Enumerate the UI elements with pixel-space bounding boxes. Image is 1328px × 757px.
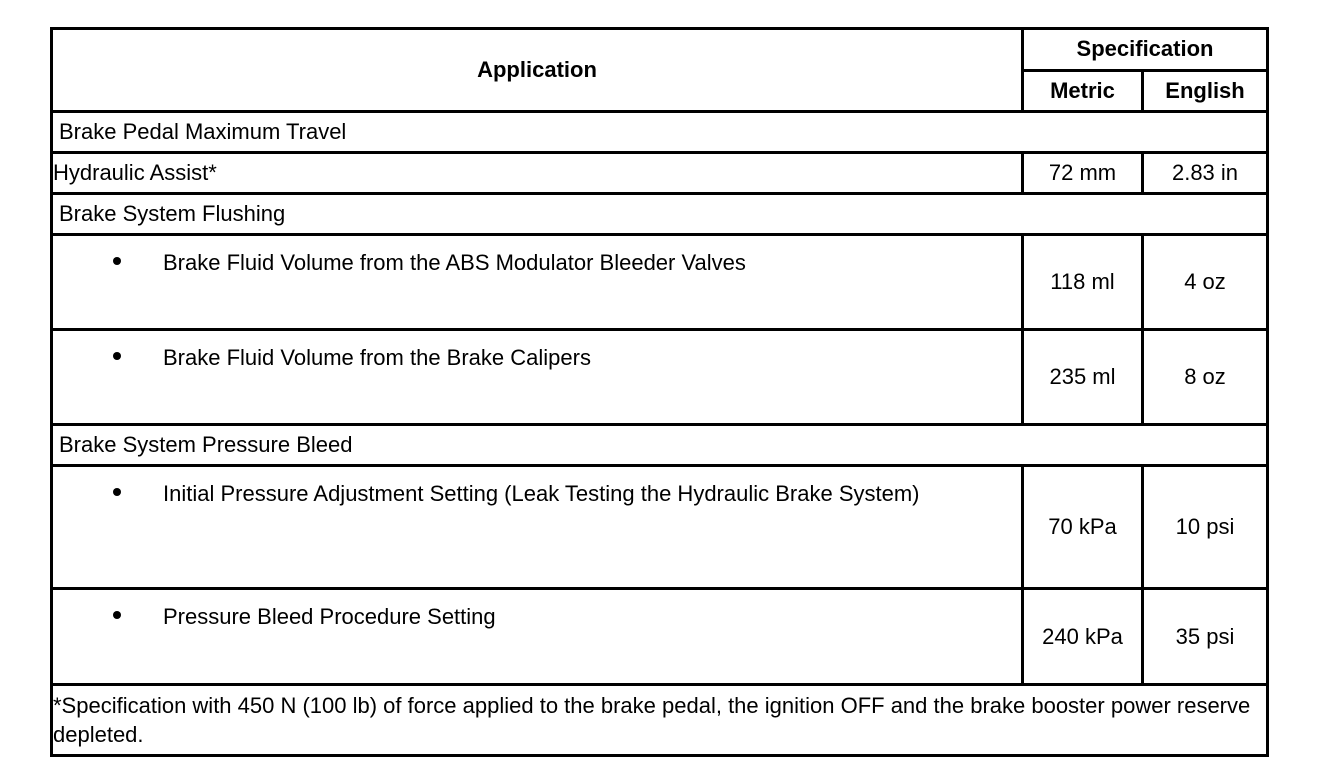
footnote: *Specification with 450 N (100 lb) of force applied to the brake pedal, the ignition OFF and the brake booster power reserve depleted. [52,685,1268,756]
bullet-item [52,235,1023,330]
table-row [52,194,1268,235]
row-label: Brake Fluid Volume from the Brake Calipers [163,345,591,370]
metric-value: 235 ml [1023,330,1143,425]
bullet-icon [113,257,121,265]
bullet-item [52,466,1023,589]
header-application: Application [52,29,1023,112]
english-value: 35 psi [1143,589,1268,685]
bullet-icon [113,352,121,360]
section-label: Brake System Flushing [52,194,1268,235]
table-row [52,112,1268,153]
table-row [52,466,1268,589]
metric-value: 72 mm [1023,153,1143,194]
header-metric: Metric [1023,70,1143,112]
table-row [52,425,1268,466]
table-row [52,153,1268,194]
header-specification: Specification [1023,29,1268,71]
table-row [52,685,1268,756]
bullet-icon [113,488,121,496]
metric-value: 118 ml [1023,235,1143,330]
specification-table [50,27,1269,757]
row-label: Brake Fluid Volume from the ABS Modulator Bleeder Valves [163,250,746,275]
row-label: Pressure Bleed Procedure Setting [163,604,496,629]
header-english: English [1143,70,1268,112]
english-value: 2.83 in [1143,153,1268,194]
row-label: Hydraulic Assist* [52,153,1023,194]
table-row [52,235,1268,330]
metric-value: 240 kPa [1023,589,1143,685]
english-value: 10 psi [1143,466,1268,589]
table-row [52,589,1268,685]
english-value: 4 oz [1143,235,1268,330]
bullet-item [52,330,1023,425]
english-value: 8 oz [1143,330,1268,425]
section-label: Brake Pedal Maximum Travel [52,112,1268,153]
bullet-icon [113,611,121,619]
section-label: Brake System Pressure Bleed [52,425,1268,466]
row-label: Initial Pressure Adjustment Setting (Leak Testing the Hydraulic Brake System) [163,481,920,506]
metric-value: 70 kPa [1023,466,1143,589]
bullet-item [52,589,1023,685]
table-row [52,330,1268,425]
